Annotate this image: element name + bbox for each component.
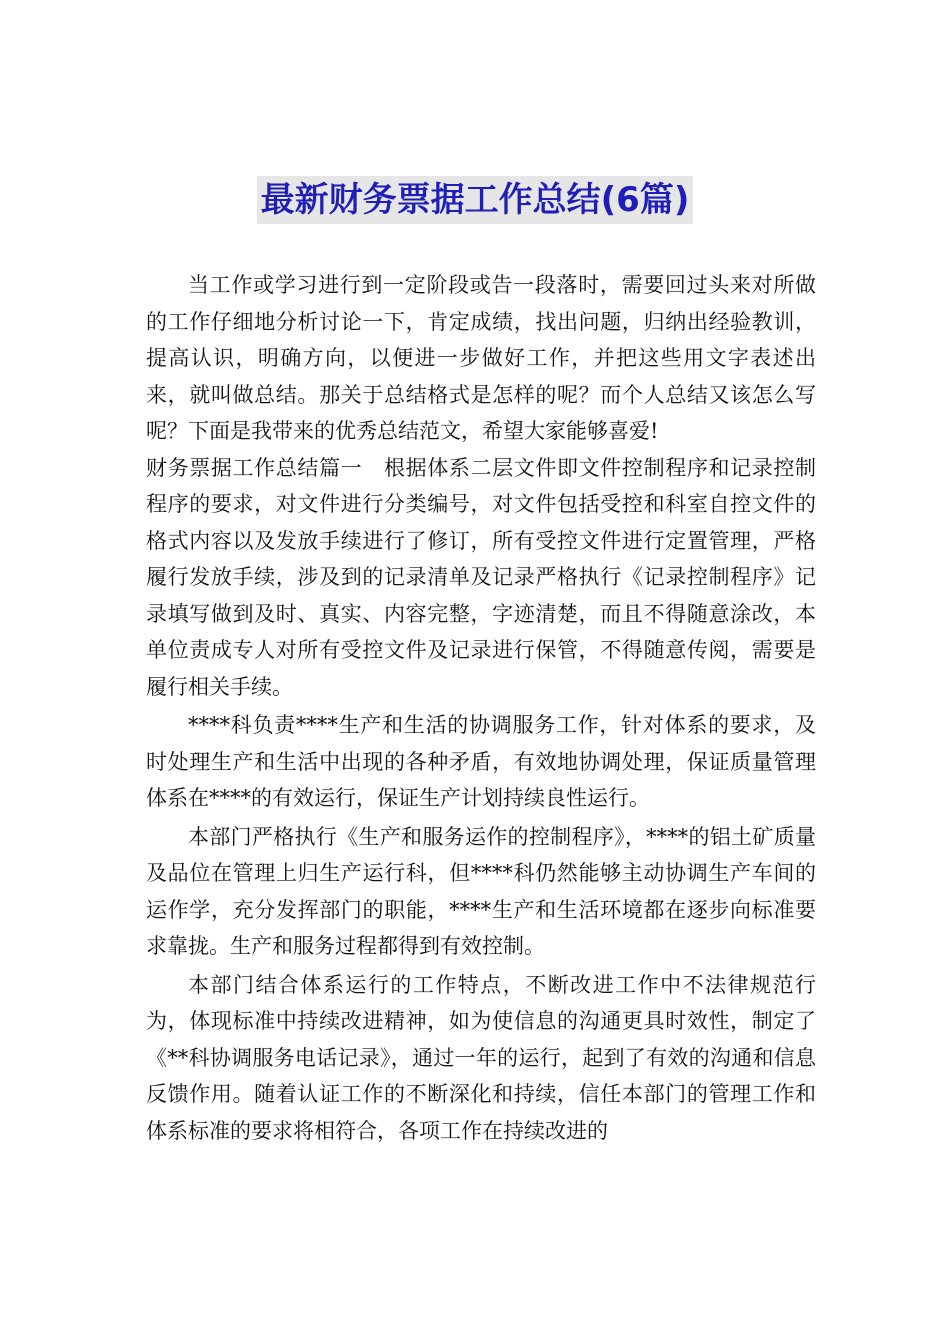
paragraph-intro: 当工作或学习进行到一定阶段或告一段落时，需要回过头来对所做的工作仔细地分析讨论一下，肯定成绩，找出问题，归纳出经验教训，提高认识，明确方向，以便进一步做好工作，并把这些用文字表述出来，就叫做总结。那关于总结格式是怎样的呢？而个人总结又该怎么写呢？下面是我带来的优秀总结范文，希望大家能够喜爱! bbox=[146, 273, 816, 443]
paragraph-section-one: 财务票据工作总结篇一 根据体系二层文件即文件控制程序和记录控制程序的要求，对文件进行分类编号，对文件包括受控和科室自控文件的格式内容以及发放手续进行了修订，所有受控文件进行定置管理，严格履行发放手续，涉及到的记录清单及记录严格执行《记录控制程序》记录填写做到及时、真实、内容完整，字迹清楚，而且不得随意涂改，本单位责成专人对所有受控文件及记录进行保管，不得随意传阅，需要是履行相关手续。 bbox=[146, 455, 816, 699]
paragraph-coordination: ****科负责****生产和生活的协调服务工作，针对体系的要求，及时处理生产和生活中出现的各种矛盾，有效地协调处理，保证质量管理体系在****的有效运行，保证生产计划持续良性运行。 bbox=[146, 713, 816, 810]
document-title: 最新财务票据工作总结(6篇) bbox=[257, 176, 694, 224]
title-container bbox=[0, 176, 950, 224]
document-body bbox=[146, 267, 816, 1149]
paragraph-control-program: 本部门严格执行《生产和服务运作的控制程序》，****的铝土矿质量及品位在管理上归生产运行科，但****科仍然能够主动协调生产车间的运作学，充分发挥部门的职能，****生产和生活环境都在逐步向标准要求靠拢。生产和服务过程都得到有效控制。 bbox=[146, 824, 816, 958]
paragraph-improvement: 本部门结合体系运行的工作特点，不断改进工作中不法律规范行为，体现标准中持续改进精神，如为使信息的沟通更具时效性，制定了《**科协调服务电话记录》，通过一年的运行，起到了有效的沟通和信息反馈作用。随着认证工作的不断深化和持续，信任本部门的管理工作和体系标准的要求将相符合，各项工作在持续改进的 bbox=[146, 972, 816, 1143]
